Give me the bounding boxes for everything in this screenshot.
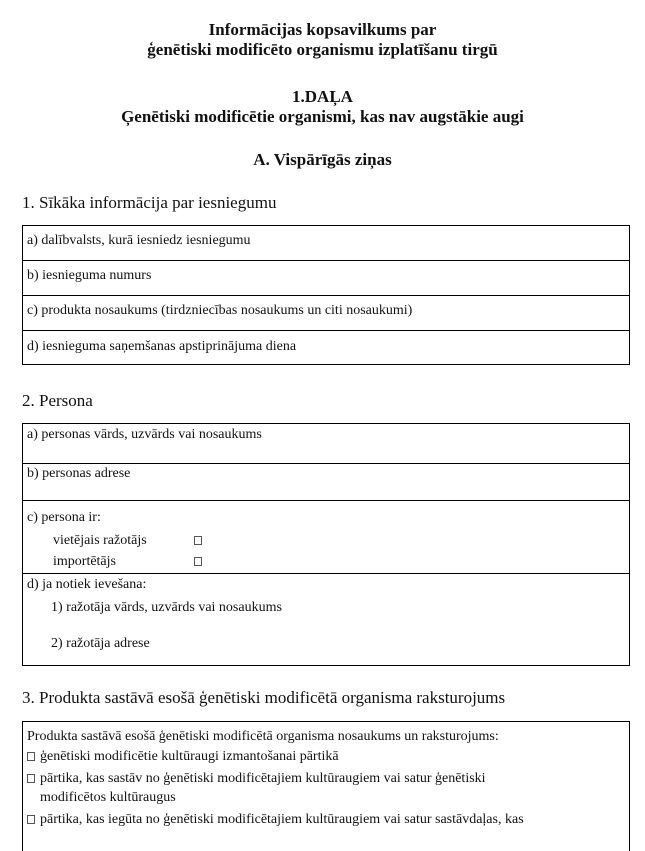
table-cell: b) iesnieguma numurs — [27, 268, 152, 283]
manufacturer-address-label: 2) ražotāja adrese — [51, 636, 150, 651]
table-cell: c) produkta nosaukums (tirdzniecības nosaukums un citi nosaukumi) — [27, 303, 413, 318]
gmo-option-2-label: pārtika, kas sastāv no ģenētiski modificētajiem kultūraugiem vai satur ģenētiski — [40, 771, 486, 786]
section1-table — [22, 225, 630, 365]
gmo-option-3-label: pārtika, kas iegūta no ģenētiski modificētajiem kultūraugiem vai satur sastāvdaļas, kas — [40, 812, 524, 827]
table-row — [23, 226, 629, 261]
table-cell: a) dalībvalsts, kurā iesniedz iesniegumu — [27, 233, 251, 248]
option-importer-label: importētājs — [53, 554, 116, 569]
manufacturer-name-label: 1) ražotāja vārds, uzvārds vai nosaukums — [51, 600, 282, 615]
person-type-label: c) persona ir: — [27, 510, 101, 525]
checkbox-importer[interactable] — [194, 557, 202, 566]
table-cell: d) iesnieguma saņemšanas apstiprinājuma diena — [27, 339, 297, 354]
checkbox-gmo-food-containing[interactable] — [27, 774, 35, 783]
section3-title: 3. Produkta sastāvā esošā ģenētiski modificētā organisma raksturojums — [22, 688, 506, 707]
subsection-title: A. Vispārīgās ziņas — [253, 150, 392, 169]
option-local-producer-label: vietējais ražotājs — [53, 533, 147, 548]
section1-title: 1. Sīkāka informācija par iesniegumu — [22, 193, 277, 212]
checkbox-gmo-food-derived[interactable] — [27, 815, 35, 824]
person-address-label: b) personas adrese — [27, 466, 131, 481]
part-title: Ģenētiski modificētie organismi, kas nav augstākie augi — [121, 107, 524, 126]
checkbox-local-producer[interactable] — [194, 536, 202, 545]
gmo-description-intro: Produkta sastāvā esošā ģenētiski modificētā organisma nosaukums un raksturojums: — [27, 729, 499, 744]
document-title-line1: Informācijas kopsavilkums par — [208, 20, 437, 39]
checkbox-gmo-crops-food[interactable] — [27, 752, 35, 761]
import-label: d) ja notiek ievešana: — [27, 577, 147, 592]
gmo-option-3 — [27, 811, 524, 828]
document-title-line2: ģenētiski modificēto organismu izplatīšanu tirgū — [147, 40, 498, 59]
section3-table — [22, 721, 630, 851]
gmo-option-1 — [27, 748, 339, 765]
table-row — [23, 424, 629, 464]
table-row — [23, 331, 629, 365]
section2-title: 2. Persona — [22, 391, 93, 410]
gmo-option-1-label: ģenētiski modificētie kultūraugi izmantošanai pārtikā — [40, 749, 339, 764]
table-row — [23, 501, 629, 574]
gmo-option-2-continued: modificētos kultūraugus — [40, 790, 176, 805]
section2-table — [22, 423, 630, 666]
table-row — [23, 296, 629, 331]
person-name-label: a) personas vārds, uzvārds vai nosaukums — [27, 427, 262, 442]
gmo-option-2 — [27, 770, 486, 787]
table-row — [23, 464, 629, 501]
table-row — [23, 261, 629, 296]
table-row — [23, 574, 629, 666]
part-number: 1.DAĻA — [292, 87, 353, 106]
